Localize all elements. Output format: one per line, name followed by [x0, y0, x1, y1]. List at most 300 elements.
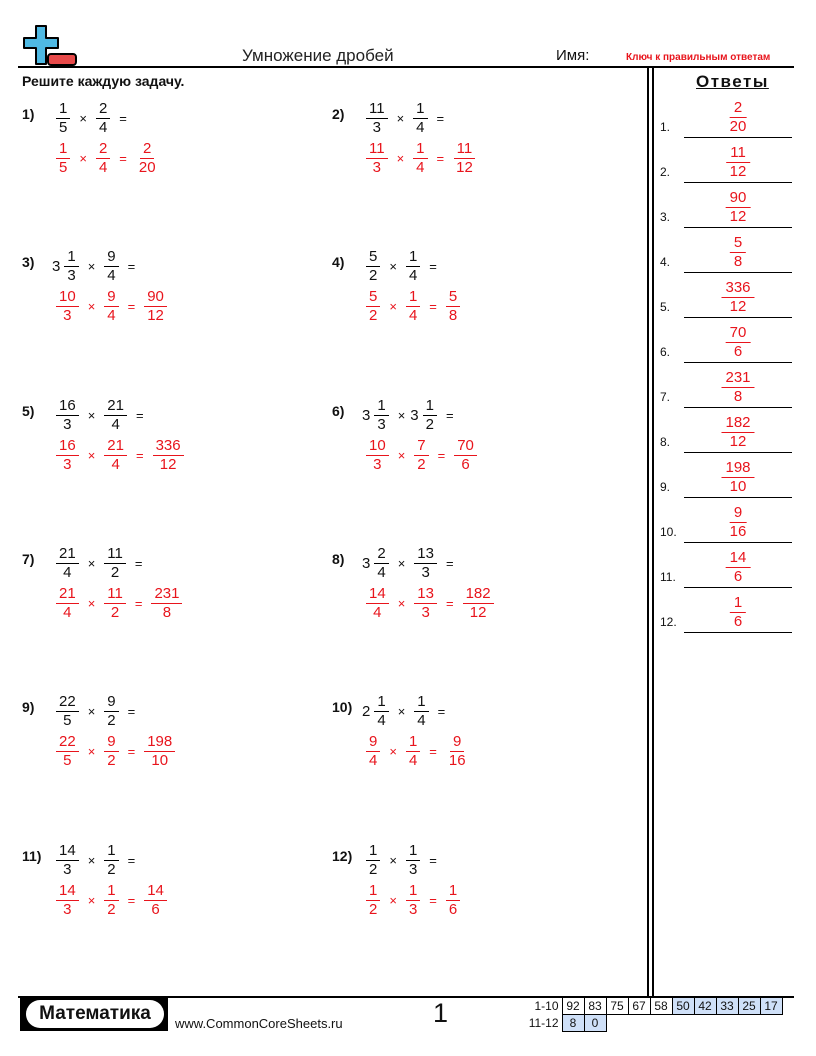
fraction: [104, 248, 118, 285]
numerator: 90: [726, 189, 751, 208]
equals-sign: =: [445, 556, 454, 571]
denominator: 3: [421, 604, 430, 621]
numerator: 9: [104, 288, 118, 307]
equals-sign: =: [119, 151, 127, 166]
numerator: 16: [56, 437, 79, 456]
answer-value: [730, 504, 747, 541]
denominator: 2: [369, 901, 378, 918]
denominator: 3: [373, 456, 382, 473]
answer-value: [730, 234, 746, 271]
answer-item-12: [660, 588, 792, 633]
numerator: 22: [56, 733, 79, 752]
answer-item-5: [660, 273, 792, 318]
fraction: [56, 545, 79, 582]
answer-number: 9.: [660, 480, 671, 494]
score-row: [528, 1015, 782, 1032]
answer-row: [362, 733, 473, 770]
numerator: 1: [366, 882, 380, 901]
numerator: 2: [96, 140, 110, 159]
question-row: [362, 100, 449, 137]
question-row: [362, 397, 459, 434]
answer-row: [52, 288, 171, 325]
numerator: 10: [56, 288, 79, 307]
score-cell: 58: [650, 998, 672, 1015]
denominator: 6: [461, 456, 470, 473]
numerator: 22: [56, 693, 79, 712]
answer-row: [362, 882, 464, 919]
whole-number: 2: [362, 703, 371, 720]
score-cell: 0: [584, 1015, 606, 1032]
answer-number: 12.: [660, 615, 677, 629]
numerator: 11: [366, 100, 388, 119]
times-sign: ×: [389, 893, 397, 908]
answer-fraction: [366, 733, 380, 770]
times-sign: ×: [87, 596, 96, 611]
problem-number: 12): [332, 848, 353, 864]
answer-row: [362, 288, 464, 325]
equals-sign: =: [134, 556, 143, 571]
times-sign: ×: [397, 448, 406, 463]
answer-fraction: [414, 437, 428, 474]
answer-fraction: [366, 585, 389, 622]
equals-sign: =: [429, 853, 437, 868]
denominator: 20: [729, 118, 747, 135]
equals-sign: =: [436, 111, 445, 126]
denominator: 4: [63, 604, 72, 621]
score-cell: 83: [584, 998, 606, 1015]
fraction: [64, 248, 78, 285]
denominator: 20: [138, 159, 156, 176]
denominator: 3: [63, 307, 72, 324]
answer-value: [726, 549, 751, 586]
numerator: 70: [726, 324, 751, 343]
denominator: 16: [729, 523, 747, 540]
answer-fraction: [136, 140, 159, 177]
equals-sign: =: [127, 893, 136, 908]
denominator: 12: [469, 604, 487, 621]
problem-5: [22, 397, 322, 487]
denominator: 3: [372, 159, 381, 176]
answer-fraction: [463, 585, 494, 622]
denominator: 2: [110, 564, 120, 581]
column-divider: [647, 67, 649, 997]
equals-sign: =: [127, 704, 136, 719]
answer-fraction: [104, 733, 118, 770]
times-sign: ×: [389, 259, 397, 274]
times-sign: ×: [87, 744, 96, 759]
denominator: 12: [159, 456, 177, 473]
numerator: 182: [463, 585, 494, 604]
fraction: [414, 693, 428, 730]
fraction: [56, 100, 70, 137]
denominator: 8: [448, 307, 458, 324]
denominator: 3: [63, 416, 72, 433]
equals-sign: =: [437, 448, 446, 463]
times-sign: ×: [397, 596, 406, 611]
numerator: 336: [153, 437, 184, 456]
numerator: 1: [64, 248, 78, 267]
problem-3: [22, 248, 322, 338]
question-row: [52, 397, 149, 434]
times-sign: ×: [87, 259, 96, 274]
empty-cell: [606, 1015, 628, 1032]
answer-number: 4.: [660, 255, 671, 269]
denominator: 2: [369, 861, 378, 878]
fraction: [104, 397, 127, 434]
answer-row: [52, 733, 179, 770]
numerator: 14: [726, 549, 751, 568]
numerator: 11: [104, 585, 126, 604]
question-row: [362, 545, 459, 582]
denominator: 2: [369, 267, 378, 284]
answer-value: [721, 459, 754, 496]
answer-fraction: [56, 882, 79, 919]
answer-row: [52, 140, 163, 177]
denominator: 4: [377, 564, 386, 581]
denominator: 4: [417, 712, 426, 729]
answers-title: Ответы: [696, 72, 769, 91]
numerator: 5: [366, 248, 380, 267]
denominator: 12: [729, 433, 747, 450]
denominator: 4: [98, 119, 108, 136]
empty-cell: [672, 1015, 694, 1032]
numerator: 198: [144, 733, 175, 752]
denominator: 2: [107, 901, 116, 918]
answer-fraction: [366, 437, 389, 474]
answer-fraction: [446, 288, 460, 325]
whole-number: 3: [52, 258, 61, 275]
problem-1: [22, 100, 322, 190]
equals-sign: =: [127, 259, 136, 274]
problem-7: [22, 545, 322, 635]
question-row: [362, 693, 450, 730]
fraction: [104, 842, 118, 879]
problem-11: [22, 842, 322, 932]
problem-number: 7): [22, 551, 35, 567]
denominator: 4: [408, 752, 418, 769]
empty-cell: [650, 1015, 672, 1032]
times-sign: ×: [87, 893, 96, 908]
answer-line: [684, 632, 792, 634]
denominator: 2: [417, 456, 426, 473]
equals-sign: =: [429, 744, 437, 759]
times-sign: ×: [87, 299, 96, 314]
answer-fraction: [56, 585, 79, 622]
answer-value: [726, 324, 751, 361]
question-row: [52, 693, 140, 730]
fraction: [406, 248, 420, 285]
problem-4: [332, 248, 632, 338]
answer-item-3: [660, 183, 792, 228]
answer-row: [362, 585, 498, 622]
answer-number: 11.: [660, 570, 676, 584]
problem-number: 10): [332, 699, 353, 715]
equals-sign: =: [134, 596, 143, 611]
answer-number: 8.: [660, 435, 671, 449]
answer-item-7: [660, 363, 792, 408]
answer-fraction: [413, 140, 427, 177]
numerator: 1: [406, 842, 420, 861]
equals-sign: =: [429, 299, 437, 314]
numerator: 9: [104, 733, 118, 752]
fraction: [366, 100, 388, 137]
empty-cell: [716, 1015, 738, 1032]
numerator: 1: [406, 288, 420, 307]
numerator: 1: [413, 140, 427, 159]
answer-item-9: [660, 453, 792, 498]
answer-key-label: Ключ к правильным ответам: [626, 52, 771, 63]
answer-number: 10.: [660, 525, 677, 539]
denominator: 4: [107, 267, 116, 284]
score-cell: 42: [694, 998, 716, 1015]
denominator: 12: [729, 163, 747, 180]
answer-fraction: [56, 140, 70, 177]
numerator: 1: [414, 693, 428, 712]
numerator: 9: [366, 733, 380, 752]
denominator: 3: [372, 119, 381, 136]
fraction: [104, 693, 118, 730]
answer-fraction: [453, 140, 476, 177]
fraction: [56, 693, 79, 730]
equals-sign: =: [429, 259, 437, 274]
denominator: 3: [67, 267, 76, 284]
answer-fraction: [104, 882, 118, 919]
denominator: 6: [733, 568, 743, 585]
answer-fraction: [151, 585, 182, 622]
numerator: 1: [374, 397, 388, 416]
times-sign: ×: [389, 744, 397, 759]
denominator: 6: [151, 901, 160, 918]
answer-fraction: [104, 288, 118, 325]
numerator: 1: [104, 882, 118, 901]
answer-value: [730, 99, 747, 136]
denominator: 3: [63, 456, 72, 473]
answer-item-11: [660, 543, 792, 588]
fraction: [374, 545, 388, 582]
answer-number: 1.: [660, 120, 671, 134]
score-cell: 67: [628, 998, 650, 1015]
times-sign: ×: [87, 408, 96, 423]
times-sign: ×: [397, 556, 406, 571]
question-row: [52, 842, 140, 879]
empty-cell: [738, 1015, 760, 1032]
answer-fraction: [414, 585, 437, 622]
numerator: 5: [446, 288, 460, 307]
denominator: 8: [733, 253, 743, 270]
problem-number: 9): [22, 699, 35, 715]
times-sign: ×: [396, 151, 405, 166]
numerator: 14: [56, 882, 79, 901]
numerator: 13: [414, 545, 437, 564]
fraction: [423, 397, 437, 434]
answer-value: [721, 279, 754, 316]
problem-8: [332, 545, 632, 635]
empty-cell: [760, 1015, 782, 1032]
answer-fraction: [153, 437, 184, 474]
denominator: 5: [63, 712, 72, 729]
numerator: 14: [366, 585, 389, 604]
numerator: 2: [140, 140, 154, 159]
denominator: 4: [408, 267, 418, 284]
question-row: [362, 248, 442, 285]
answer-fraction: [104, 585, 126, 622]
denominator: 2: [107, 712, 116, 729]
numerator: 1: [413, 100, 427, 119]
answer-value: [726, 189, 751, 226]
denominator: 4: [377, 712, 386, 729]
page-number: 1: [433, 998, 449, 1028]
equals-sign: =: [436, 151, 445, 166]
answer-fraction: [406, 733, 420, 770]
answer-value: [726, 144, 750, 181]
problem-number: 4): [332, 254, 345, 270]
score-cell: 25: [738, 998, 760, 1015]
numerator: 7: [414, 437, 428, 456]
answer-fraction: [446, 733, 469, 770]
times-sign: ×: [87, 704, 96, 719]
denominator: 4: [107, 307, 116, 324]
numerator: 21: [104, 397, 127, 416]
score-cell: 33: [716, 998, 738, 1015]
times-sign: ×: [87, 448, 96, 463]
times-sign: ×: [397, 408, 406, 423]
answer-item-8: [660, 408, 792, 453]
fraction: [414, 545, 437, 582]
answer-fraction: [144, 288, 167, 325]
equals-sign: =: [445, 408, 454, 423]
fraction: [366, 248, 380, 285]
answer-value: [730, 594, 746, 631]
numerator: 1: [406, 733, 420, 752]
denominator: 2: [425, 416, 434, 433]
denominator: 5: [63, 752, 72, 769]
numerator: 2: [730, 99, 746, 118]
equals-sign: =: [135, 408, 144, 423]
numerator: 182: [721, 414, 754, 433]
whole-number: 3: [362, 555, 371, 572]
equals-sign: =: [119, 111, 127, 126]
whole-number: 3: [410, 407, 419, 424]
name-label: Имя:: [556, 47, 590, 64]
numerator: 1: [446, 882, 460, 901]
empty-cell: [628, 1015, 650, 1032]
numerator: 21: [56, 585, 79, 604]
fraction: [96, 100, 110, 137]
score-table: [528, 997, 783, 1032]
answer-item-4: [660, 228, 792, 273]
numerator: 336: [721, 279, 754, 298]
denominator: 3: [408, 901, 418, 918]
denominator: 6: [733, 343, 743, 360]
fraction: [56, 842, 79, 879]
answer-fraction: [104, 437, 127, 474]
fraction: [374, 693, 388, 730]
numerator: 14: [56, 842, 79, 861]
answer-value: [721, 414, 754, 451]
denominator: 12: [456, 159, 473, 176]
answer-fraction: [56, 437, 79, 474]
denominator: 2: [107, 861, 116, 878]
numerator: 1: [366, 842, 380, 861]
times-sign: ×: [396, 111, 405, 126]
logo-icon: [22, 24, 80, 68]
numerator: 9: [730, 504, 746, 523]
worksheet-title: Умножение дробей: [242, 46, 394, 65]
fraction: [374, 397, 388, 434]
numerator: 5: [730, 234, 746, 253]
numerator: 11: [454, 140, 476, 159]
column-divider: [652, 67, 654, 997]
numerator: 1: [423, 397, 437, 416]
numerator: 11: [366, 140, 388, 159]
answer-number: 3.: [660, 210, 671, 224]
numerator: 9: [104, 693, 118, 712]
denominator: 4: [416, 159, 425, 176]
times-sign: ×: [87, 853, 96, 868]
score-row: [528, 998, 782, 1015]
problem-6: [332, 397, 632, 487]
equals-sign: =: [127, 299, 136, 314]
problem-number: 1): [22, 106, 35, 122]
equals-sign: =: [437, 704, 446, 719]
denominator: 3: [377, 416, 386, 433]
subject-badge: Математика: [26, 1000, 164, 1028]
instructions: Решите каждую задачу.: [22, 73, 185, 89]
denominator: 4: [111, 416, 120, 433]
denominator: 4: [98, 159, 108, 176]
denominator: 16: [448, 752, 466, 769]
denominator: 12: [729, 298, 747, 315]
answer-value: [721, 369, 754, 406]
answer-item-2: [660, 138, 792, 183]
denominator: 4: [111, 456, 120, 473]
problem-2: [332, 100, 632, 190]
numerator: 14: [144, 882, 167, 901]
times-sign: ×: [87, 556, 96, 571]
numerator: 2: [96, 100, 110, 119]
times-sign: ×: [389, 299, 397, 314]
answer-fraction: [366, 288, 380, 325]
numerator: 1: [406, 248, 420, 267]
numerator: 231: [721, 369, 754, 388]
answer-fraction: [56, 733, 79, 770]
equals-sign: =: [429, 893, 437, 908]
problem-number: 2): [332, 106, 345, 122]
denominator: 2: [110, 604, 120, 621]
numerator: 1: [374, 693, 388, 712]
numerator: 21: [104, 437, 127, 456]
problem-12: [332, 842, 632, 932]
denominator: 3: [408, 861, 418, 878]
numerator: 16: [56, 397, 79, 416]
problem-number: 5): [22, 403, 35, 419]
problem-number: 8): [332, 551, 345, 567]
question-row: [362, 842, 442, 879]
fraction: [104, 545, 126, 582]
problem-number: 11): [22, 848, 42, 864]
answer-fraction: [446, 882, 460, 919]
answer-number: 5.: [660, 300, 671, 314]
answer-row: [362, 437, 481, 474]
site-url: www.CommonCoreSheets.ru: [175, 1016, 343, 1031]
denominator: 8: [733, 388, 743, 405]
problem-10: [332, 693, 632, 783]
score-cell: 75: [606, 998, 628, 1015]
answer-item-1: [660, 93, 792, 138]
answer-fraction: [366, 882, 380, 919]
problem-number: 3): [22, 254, 35, 270]
denominator: 4: [408, 307, 418, 324]
